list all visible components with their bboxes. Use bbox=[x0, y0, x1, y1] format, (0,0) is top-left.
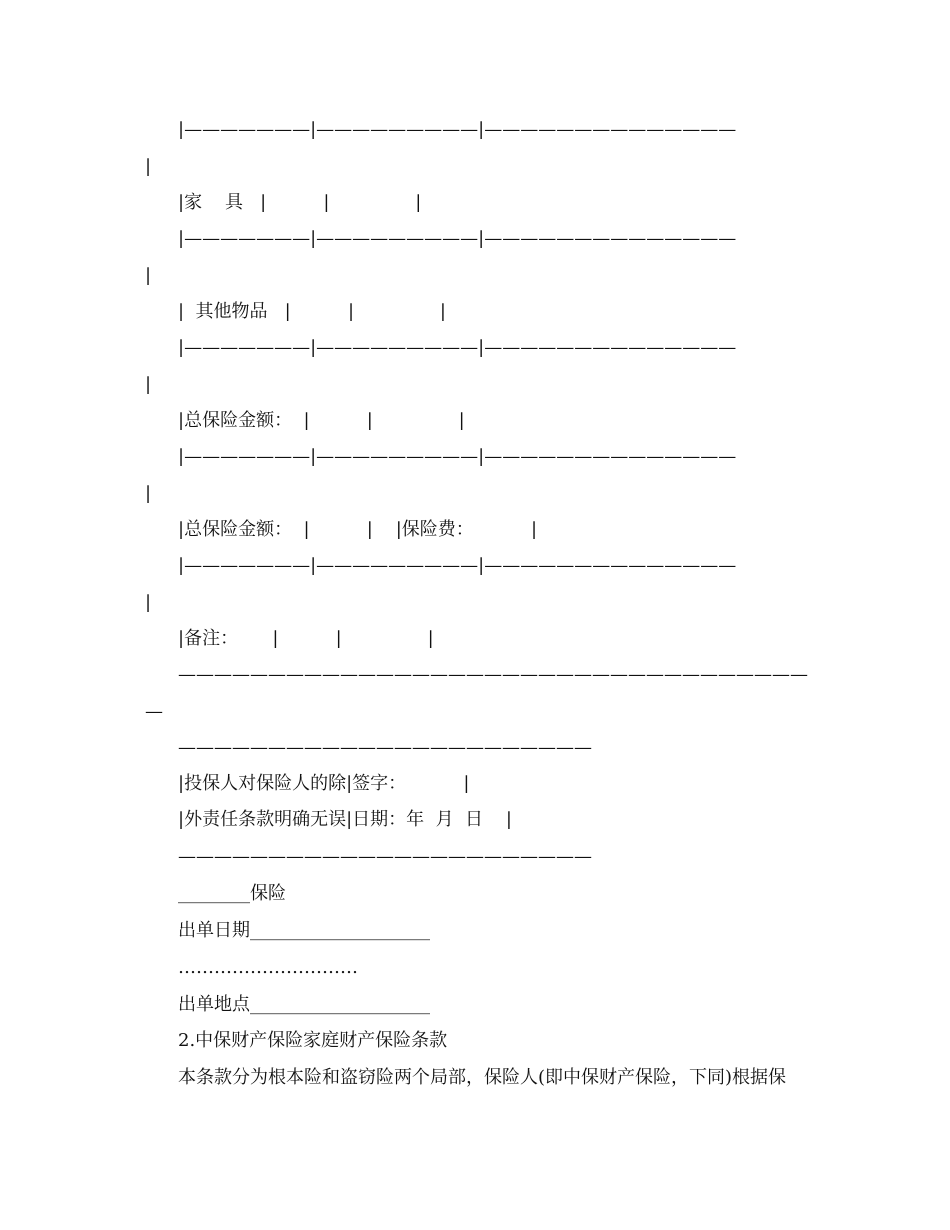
table-separator-line: |———————|—————————|—————————————— bbox=[178, 119, 737, 140]
issue-place-line: 出单地点____________________ bbox=[178, 994, 430, 1015]
table-bottom-line-wrap: — bbox=[145, 701, 163, 722]
table-border-wrap: | bbox=[145, 483, 152, 504]
table-border-wrap: | bbox=[145, 374, 152, 395]
table-row-other-items: | 其他物品 | | | bbox=[178, 301, 446, 322]
table-row-furniture: |家 具 | | | bbox=[178, 192, 422, 213]
table-border-wrap: | bbox=[145, 592, 152, 613]
insurance-company-line: ________保险 bbox=[178, 883, 286, 904]
issue-date-line: 出单日期____________________ bbox=[178, 920, 430, 941]
table-row-total-premium: |总保险金额： | | |保险费： | bbox=[178, 519, 538, 540]
table-separator-line: |———————|—————————|—————————————— bbox=[178, 446, 737, 467]
declaration-row-signature: |投保人对保险人的除|签字： | bbox=[178, 773, 470, 794]
table-separator-line: |———————|—————————|—————————————— bbox=[178, 228, 737, 249]
table-separator-line: |———————|—————————|—————————————— bbox=[178, 555, 737, 576]
ellipsis-line: ………………………… bbox=[178, 957, 358, 978]
body-paragraph: 本条款分为根本险和盗窃险两个局部，保险人(即中保财产保险，下同)根据保 bbox=[178, 1067, 787, 1088]
table-row-remarks: |备注： | | | bbox=[178, 628, 434, 649]
table-row-total-insured: |总保险金额： | | | bbox=[178, 410, 465, 431]
section-heading: 2.中保财产保险家庭财产保险条款 bbox=[178, 1030, 448, 1051]
table-separator-line: |———————|—————————|—————————————— bbox=[178, 337, 737, 358]
declaration-row-date: |外责任条款明确无误|日期：年 月 日 | bbox=[178, 809, 512, 830]
declaration-top-line: ——————————————————————— bbox=[178, 737, 592, 758]
table-border-wrap: | bbox=[145, 156, 152, 177]
declaration-bottom-line: ——————————————————————— bbox=[178, 846, 592, 867]
table-bottom-line: ——————————————————————————————————— bbox=[178, 664, 808, 685]
table-border-wrap: | bbox=[145, 265, 152, 286]
